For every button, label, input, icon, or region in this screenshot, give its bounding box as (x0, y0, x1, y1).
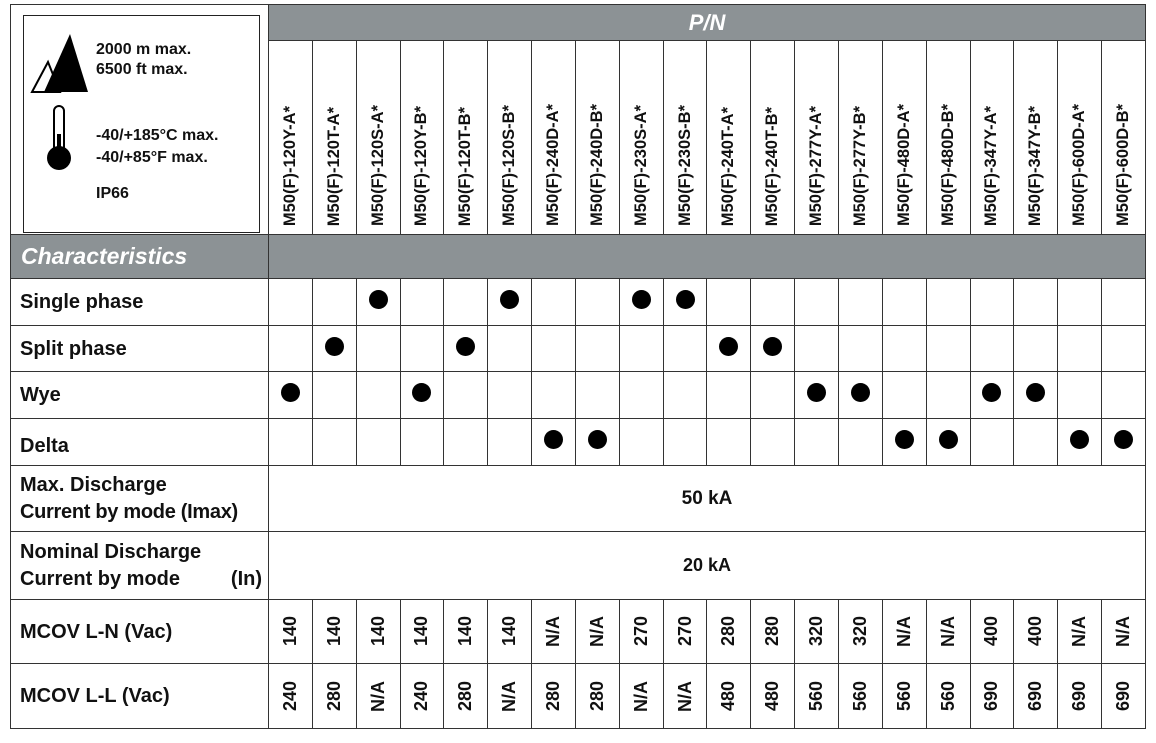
phase-cell (707, 419, 751, 466)
phase-cell (488, 419, 532, 466)
mcov-ln-row (11, 600, 1146, 664)
part-number-cell (882, 41, 926, 235)
phase-row (11, 419, 1146, 466)
in-label-line2 (20, 566, 268, 593)
characteristics-label: Characteristics (11, 235, 269, 279)
mcov-ll-value: 560 (893, 680, 914, 712)
mcov-ln-value: N/A (937, 616, 958, 647)
mcov-ll-value: N/A (367, 680, 388, 712)
mcov-ln-value: 400 (981, 616, 1002, 647)
filled-dot-icon (632, 290, 651, 309)
mcov-ll-cell (1014, 664, 1058, 729)
in-label-text: Current by mode (20, 567, 181, 590)
spec-table (10, 4, 1146, 729)
phase-cell (619, 326, 663, 372)
part-number-cell (488, 41, 532, 235)
part-number-label: M50(F)-347Y-B* (1026, 105, 1045, 226)
mcov-ln-value: 280 (718, 616, 739, 647)
phase-cell (269, 372, 313, 419)
filled-dot-icon (851, 383, 870, 402)
phase-cell (795, 326, 839, 372)
phase-row-label: Single phase (11, 279, 269, 326)
environment-panel (11, 5, 269, 235)
mcov-ll-cell (444, 664, 488, 729)
in-label-line1: Nominal Discharge (20, 540, 202, 563)
filled-dot-icon (676, 290, 695, 309)
phase-cell (269, 326, 313, 372)
part-number-label: M50(F)-600D-A* (1070, 104, 1089, 226)
phase-cell (751, 372, 795, 419)
mcov-ll-value: N/A (499, 680, 520, 712)
mcov-ll-cell (926, 664, 970, 729)
mcov-ln-cell (838, 600, 882, 664)
phase-cell (1058, 419, 1102, 466)
phase-cell (400, 419, 444, 466)
part-number-cell (619, 41, 663, 235)
phase-cell (444, 372, 488, 419)
phase-cell (400, 326, 444, 372)
phase-cell (926, 279, 970, 326)
filled-dot-icon (544, 430, 563, 449)
part-number-cell (444, 41, 488, 235)
mountain-icon (30, 30, 90, 96)
phase-cell (488, 326, 532, 372)
filled-dot-icon (500, 290, 519, 309)
mcov-ln-value: 140 (455, 616, 476, 647)
part-number-label: M50(F)-120S-B* (500, 104, 519, 226)
phase-cell (1102, 326, 1146, 372)
altitude-ft-text: 6500 ft max. (96, 61, 188, 78)
mcov-ll-cell (269, 664, 313, 729)
mcov-ll-value: 690 (1113, 680, 1134, 712)
phase-cell (269, 419, 313, 466)
mcov-ll-cell (838, 664, 882, 729)
mcov-ln-value: 140 (323, 616, 344, 647)
characteristics-band (11, 235, 1146, 279)
mcov-ll-value: 240 (411, 680, 432, 712)
mcov-ln-cell (751, 600, 795, 664)
mcov-ll-cell (488, 664, 532, 729)
part-number-label: M50(F)-120T-B* (456, 106, 475, 226)
part-number-label: M50(F)-120S-A* (368, 104, 387, 226)
part-number-cell (707, 41, 751, 235)
part-number-cell (663, 41, 707, 235)
phase-cell (970, 372, 1014, 419)
mcov-ll-value: N/A (630, 680, 651, 712)
part-number-label: M50(F)-347Y-A* (982, 105, 1001, 226)
mcov-ll-value: 560 (849, 680, 870, 712)
mcov-ll-value: 280 (542, 680, 563, 712)
filled-dot-icon (895, 430, 914, 449)
filled-dot-icon (1026, 383, 1045, 402)
phase-cell (663, 326, 707, 372)
phase-cell (312, 419, 356, 466)
mcov-ll-cell (882, 664, 926, 729)
mcov-ln-cell (1058, 600, 1102, 664)
phase-cell (970, 279, 1014, 326)
part-number-label: M50(F)-240D-B* (587, 104, 606, 226)
mcov-ln-value: 400 (1025, 616, 1046, 647)
phase-cell (619, 372, 663, 419)
imax-label-line2: Current by mode (Imax) (20, 500, 238, 523)
phase-cell (312, 372, 356, 419)
phase-cell (488, 372, 532, 419)
part-number-label: M50(F)-240T-B* (763, 106, 782, 226)
imax-row (11, 466, 1146, 532)
mcov-ln-cell (1014, 600, 1058, 664)
phase-cell (1058, 372, 1102, 419)
mcov-ln-cell (312, 600, 356, 664)
filled-dot-icon (588, 430, 607, 449)
mcov-ll-value: 240 (279, 680, 300, 712)
mcov-ln-cell (926, 600, 970, 664)
in-row (11, 532, 1146, 600)
filled-dot-icon (807, 383, 826, 402)
mcov-ll-cell (751, 664, 795, 729)
imax-value: 50 kA (269, 466, 1146, 532)
mcov-ln-cell (488, 600, 532, 664)
phase-cell (970, 326, 1014, 372)
filled-dot-icon (281, 383, 300, 402)
phase-cell (1102, 372, 1146, 419)
imax-label-line1: Max. Discharge (20, 473, 167, 496)
filled-dot-icon (763, 337, 782, 356)
phase-cell (575, 279, 619, 326)
part-number-label: M50(F)-240T-A* (719, 106, 738, 226)
phase-cell (838, 372, 882, 419)
part-number-cell (838, 41, 882, 235)
phase-cell (356, 419, 400, 466)
mcov-ln-label: MCOV L-N (Vac) (11, 600, 269, 664)
part-number-label: M50(F)-120T-A* (324, 106, 343, 226)
phase-cell (1102, 419, 1146, 466)
phase-cell (926, 326, 970, 372)
phase-cell (575, 419, 619, 466)
mcov-ln-cell (970, 600, 1014, 664)
temp-c-text: -40/+185°C max. (96, 127, 219, 144)
part-number-cell (751, 41, 795, 235)
phase-cell (532, 419, 576, 466)
part-number-label: M50(F)-230S-A* (631, 104, 650, 226)
phase-cell (532, 279, 576, 326)
phase-cell (312, 279, 356, 326)
phase-cell (751, 326, 795, 372)
characteristics-band-fill (269, 235, 1146, 279)
phase-cell (795, 372, 839, 419)
phase-cell (575, 372, 619, 419)
phase-cell (707, 372, 751, 419)
phase-cell (356, 372, 400, 419)
phase-cell (444, 279, 488, 326)
part-number-cell (1014, 41, 1058, 235)
part-number-label: M50(F)-480D-A* (894, 104, 913, 226)
phase-cell (1014, 279, 1058, 326)
part-number-cell (269, 41, 313, 235)
mcov-ln-value: 140 (367, 616, 388, 647)
mcov-ln-cell (663, 600, 707, 664)
phase-cell (400, 279, 444, 326)
mcov-ln-cell (356, 600, 400, 664)
imax-label (11, 466, 269, 532)
part-number-cell (356, 41, 400, 235)
mcov-ln-cell (619, 600, 663, 664)
mcov-ll-value: 480 (718, 680, 739, 712)
part-number-cell (926, 41, 970, 235)
mcov-ln-cell (400, 600, 444, 664)
phase-row-label: Wye (11, 372, 269, 419)
mcov-ln-cell (795, 600, 839, 664)
environment-box (23, 15, 260, 233)
filled-dot-icon (456, 337, 475, 356)
phase-cell (663, 279, 707, 326)
phase-cell (1014, 326, 1058, 372)
part-number-label: M50(F)-600D-B* (1114, 104, 1133, 226)
mcov-ll-cell (970, 664, 1014, 729)
mcov-ll-value: 280 (455, 680, 476, 712)
phase-cell (1058, 279, 1102, 326)
phase-cell (1058, 326, 1102, 372)
phase-cell (1102, 279, 1146, 326)
phase-cell (707, 279, 751, 326)
phase-cell (882, 279, 926, 326)
phase-cell (532, 326, 576, 372)
part-number-cell (1102, 41, 1146, 235)
mcov-ll-cell (795, 664, 839, 729)
phase-cell (795, 419, 839, 466)
mcov-ll-label: MCOV L-L (Vac) (11, 664, 269, 729)
mcov-ll-value: N/A (674, 680, 695, 712)
part-number-cell (312, 41, 356, 235)
phase-row (11, 326, 1146, 372)
phase-cell (707, 326, 751, 372)
phase-cell (619, 279, 663, 326)
phase-cell (838, 279, 882, 326)
part-number-cell (795, 41, 839, 235)
altitude-m-text: 2000 m max. (96, 41, 192, 58)
filled-dot-icon (1114, 430, 1133, 449)
filled-dot-icon (719, 337, 738, 356)
in-label (11, 532, 269, 600)
part-number-label: M50(F)-277Y-A* (807, 105, 826, 226)
mcov-ln-value: N/A (893, 616, 914, 647)
phase-cell (619, 419, 663, 466)
mcov-ln-cell (532, 600, 576, 664)
phase-cell (926, 372, 970, 419)
part-number-cell (532, 41, 576, 235)
phase-cell (1014, 419, 1058, 466)
phase-cell (400, 372, 444, 419)
mcov-ln-value: 280 (762, 616, 783, 647)
mcov-ll-value: 690 (1025, 680, 1046, 712)
mcov-ll-cell (1102, 664, 1146, 729)
phase-cell (444, 419, 488, 466)
mcov-ln-value: N/A (586, 616, 607, 647)
mcov-ln-value: 140 (499, 616, 520, 647)
mcov-ln-value: 270 (674, 616, 695, 647)
phase-cell (663, 372, 707, 419)
phase-row-label: Delta (11, 419, 269, 466)
thermometer-icon (44, 104, 74, 174)
mcov-ll-cell (707, 664, 751, 729)
part-number-label: M50(F)-277Y-B* (850, 105, 869, 226)
filled-dot-icon (412, 383, 431, 402)
phase-cell (795, 279, 839, 326)
filled-dot-icon (939, 430, 958, 449)
phase-cell (882, 372, 926, 419)
mcov-ll-row (11, 664, 1146, 729)
in-label-suffix: (In) (230, 567, 262, 590)
mcov-ln-value: 320 (849, 616, 870, 647)
mcov-ln-cell (707, 600, 751, 664)
phase-cell (1014, 372, 1058, 419)
phase-cell (488, 279, 532, 326)
filled-dot-icon (982, 383, 1001, 402)
mcov-ln-cell (882, 600, 926, 664)
phase-cell (838, 326, 882, 372)
mcov-ll-cell (663, 664, 707, 729)
mcov-ll-value: 280 (586, 680, 607, 712)
mcov-ll-cell (532, 664, 576, 729)
mcov-ln-value: N/A (1069, 616, 1090, 647)
part-number-label: M50(F)-230S-B* (675, 104, 694, 226)
phase-cell (532, 372, 576, 419)
ip-rating-text: IP66 (96, 185, 129, 202)
mcov-ln-value: N/A (542, 616, 563, 647)
mcov-ll-value: 280 (323, 680, 344, 712)
mcov-ll-value: 560 (806, 680, 827, 712)
phase-cell (575, 326, 619, 372)
mcov-ll-cell (575, 664, 619, 729)
phase-cell (269, 279, 313, 326)
part-number-label: M50(F)-480D-B* (938, 104, 957, 226)
mcov-ll-cell (619, 664, 663, 729)
part-number-label: M50(F)-120Y-B* (412, 105, 431, 226)
mcov-ln-cell (444, 600, 488, 664)
part-number-cell (1058, 41, 1102, 235)
part-number-cell (970, 41, 1014, 235)
filled-dot-icon (325, 337, 344, 356)
mcov-ll-value: 690 (1069, 680, 1090, 712)
in-value: 20 kA (269, 532, 1146, 600)
mcov-ll-cell (400, 664, 444, 729)
phase-cell (882, 419, 926, 466)
phase-cell (751, 419, 795, 466)
phase-cell (663, 419, 707, 466)
phase-row (11, 372, 1146, 419)
phase-row-label: Split phase (11, 326, 269, 372)
mcov-ln-cell (1102, 600, 1146, 664)
filled-dot-icon (1070, 430, 1089, 449)
mcov-ll-cell (356, 664, 400, 729)
phase-cell (356, 279, 400, 326)
pn-header: P/N (269, 5, 1146, 41)
phase-cell (970, 419, 1014, 466)
phase-cell (444, 326, 488, 372)
part-number-cell (400, 41, 444, 235)
mcov-ln-cell (269, 600, 313, 664)
mcov-ll-value: 480 (762, 680, 783, 712)
mcov-ll-cell (312, 664, 356, 729)
phase-cell (751, 279, 795, 326)
mcov-ln-value: 320 (806, 616, 827, 647)
mcov-ll-value: 560 (937, 680, 958, 712)
part-number-cell (575, 41, 619, 235)
phase-cell (926, 419, 970, 466)
mcov-ln-value: 140 (411, 616, 432, 647)
filled-dot-icon (369, 290, 388, 309)
mcov-ll-value: 690 (981, 680, 1002, 712)
temp-f-text: -40/+85°F max. (96, 149, 208, 166)
phase-cell (356, 326, 400, 372)
phase-row (11, 279, 1146, 326)
phase-cell (838, 419, 882, 466)
part-number-label: M50(F)-240D-A* (543, 104, 562, 226)
mcov-ln-value: 270 (630, 616, 651, 647)
mcov-ln-value: 140 (279, 616, 300, 647)
mcov-ll-cell (1058, 664, 1102, 729)
mcov-ln-value: N/A (1113, 616, 1134, 647)
mcov-ln-cell (575, 600, 619, 664)
phase-cell (312, 326, 356, 372)
part-number-label: M50(F)-120Y-A* (280, 105, 299, 226)
phase-cell (882, 326, 926, 372)
